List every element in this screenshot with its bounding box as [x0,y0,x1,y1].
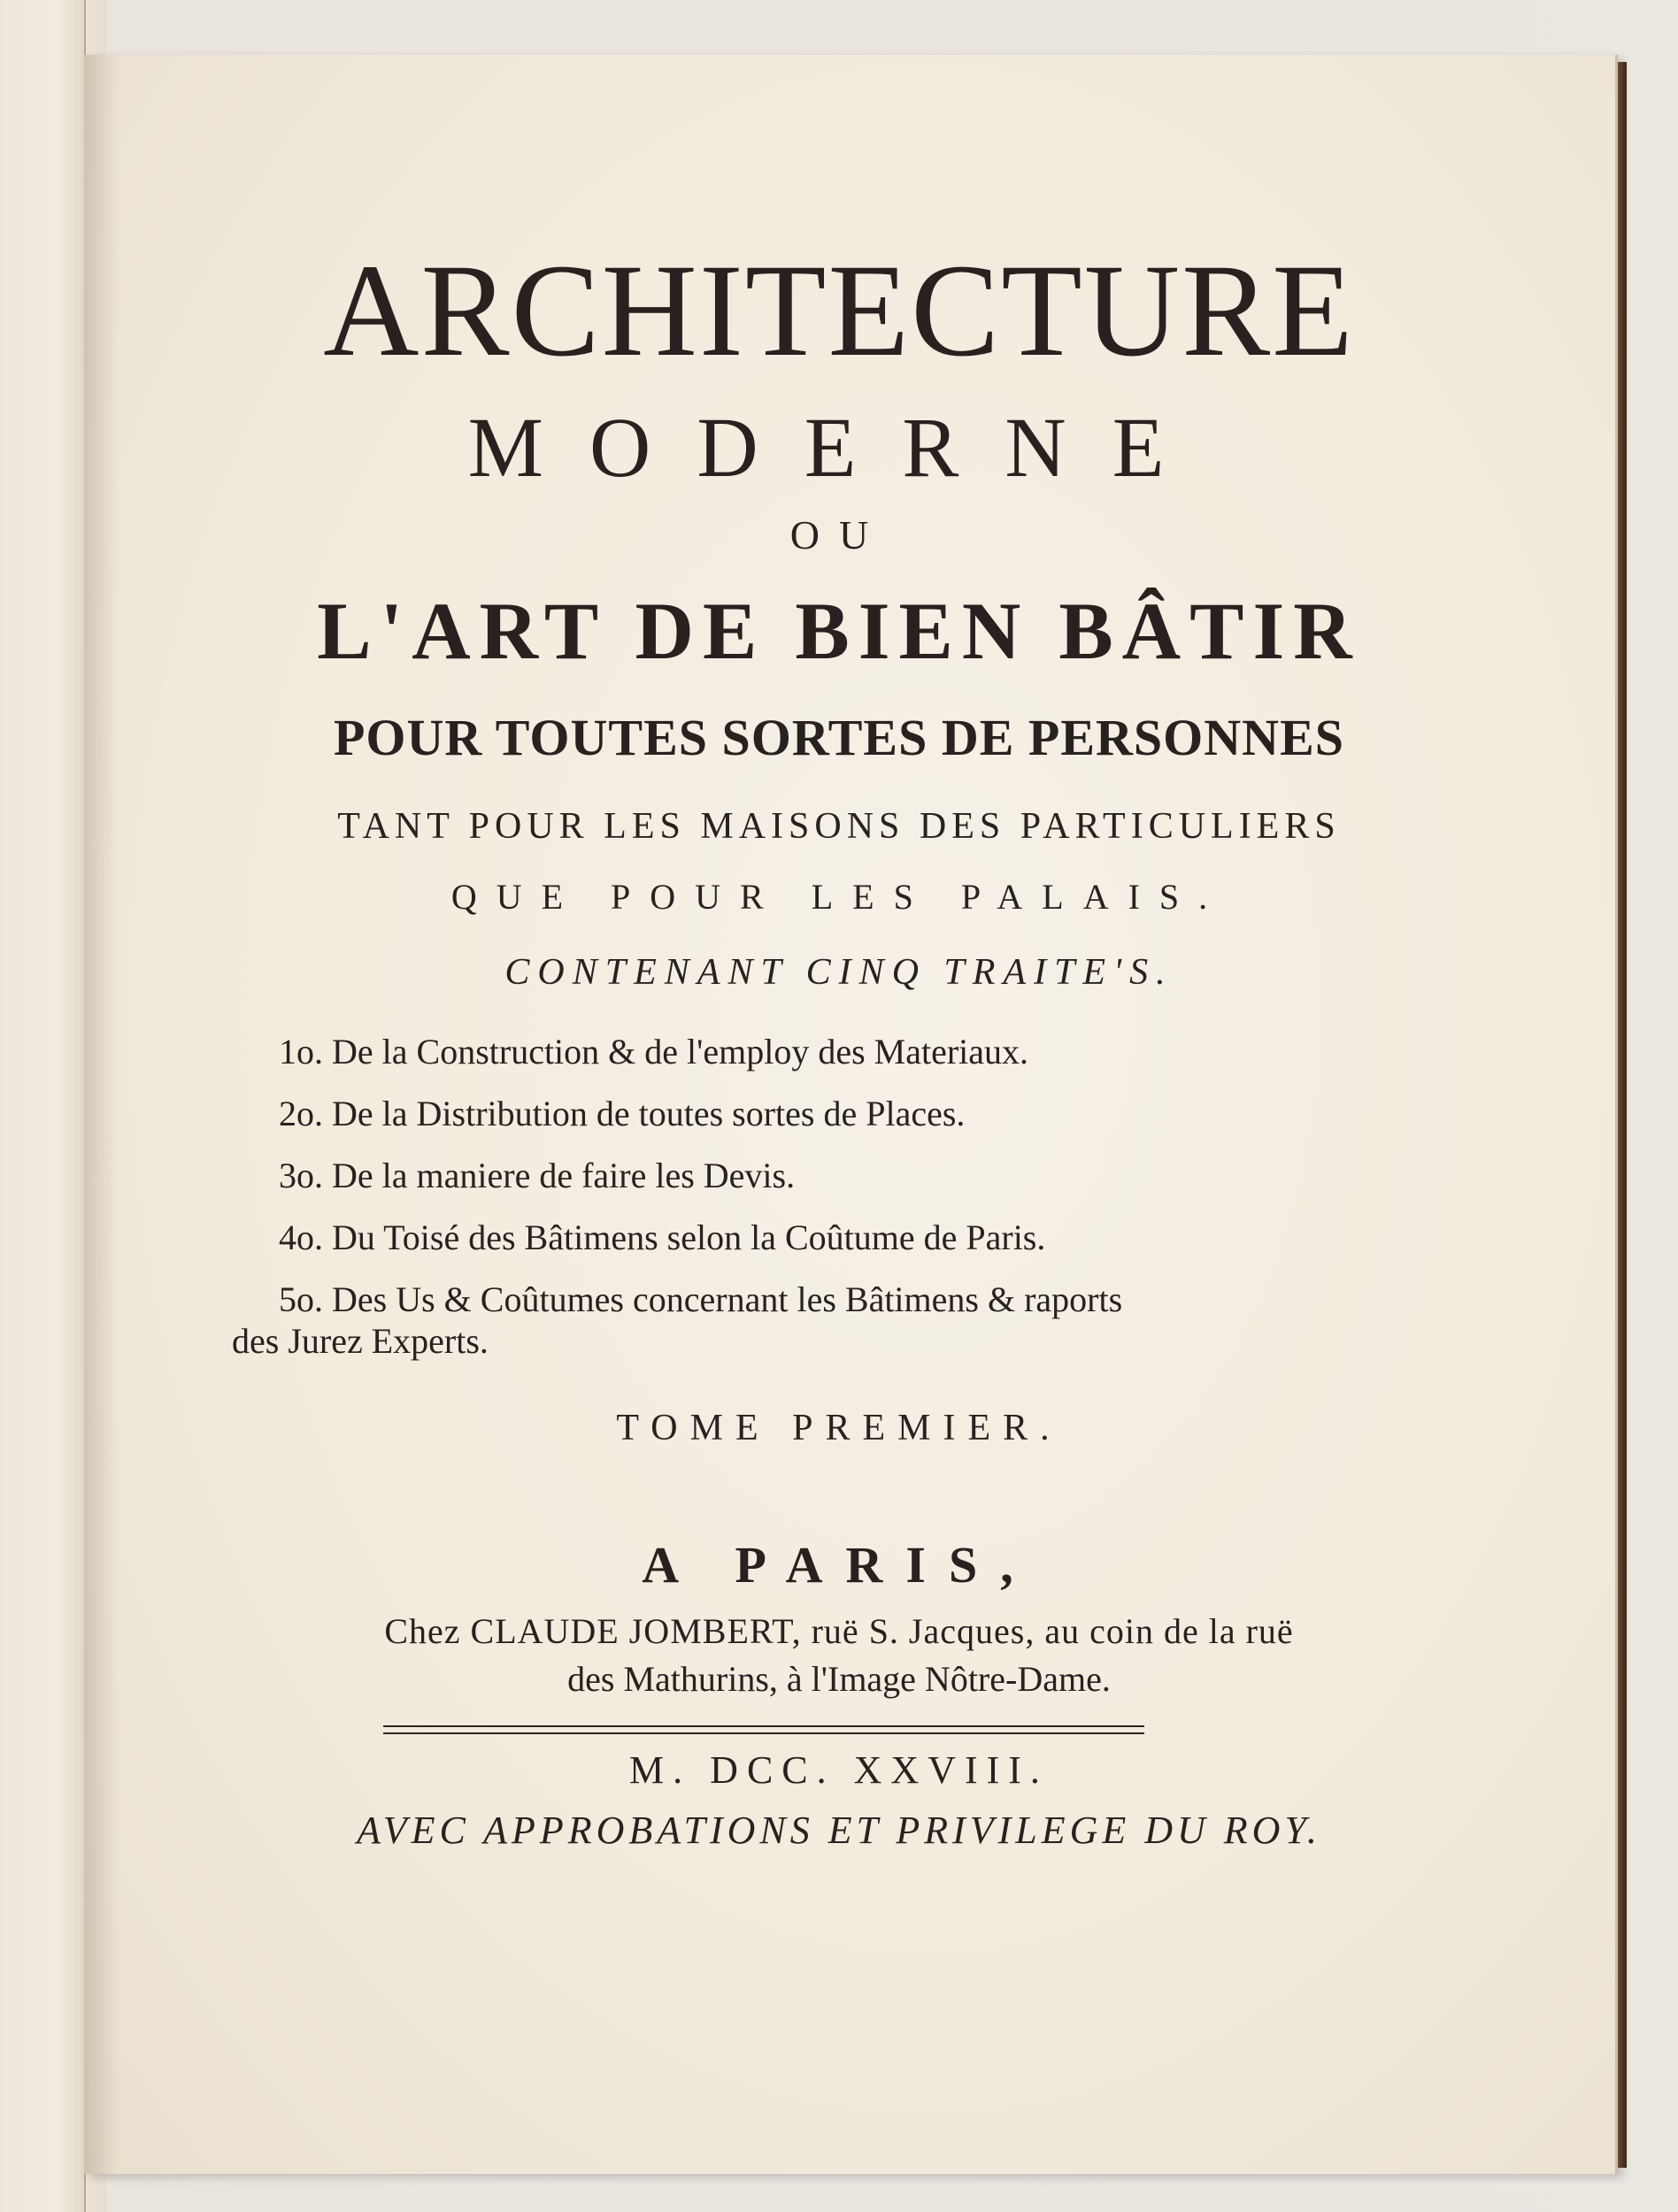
treatise-item-continuation: des Jurez Experts. [232,1321,489,1361]
treatise-item: 3o. De la maniere de faire les Devis. [279,1156,796,1195]
subtitle-4: CONTENANT CINQ TRAITE'S. [504,952,1174,993]
book-title-line-3: L'ART DE BIEN BÂTIR [317,586,1361,676]
publication-city: A PARIS, [642,1536,1036,1594]
subtitle-2: TANT POUR LES MAISONS DES PARTICULIERS [337,806,1341,847]
subtitle-3: QUE POUR LES PALAIS. [450,877,1228,917]
imprint-line-1: Chez CLAUDE JOMBERT, ruë S. Jacques, au coin de la ruë [384,1611,1294,1651]
double-rule-divider [383,1725,1144,1734]
treatise-item: 2o. De la Distribution de toutes sortes de Places. [279,1094,966,1133]
imprint-line-2: des Mathurins, à l'Image Nôtre-Dame. [567,1659,1111,1699]
treatise-item: 1o. De la Construction & de l'employ des Materiaux. [279,1032,1029,1071]
book-title: ARCHITECTURE [323,237,1355,384]
volume-label: TOME PREMIER. [616,1408,1062,1448]
privilege-statement: AVEC APPROBATIONS ET PRIVILEGE DU ROY. [357,1809,1321,1852]
book-title-line-2: MODERNE [467,400,1211,495]
treatise-item: 4o. Du Toisé des Bâtimens selon la Coûtume de Paris. [279,1217,1046,1257]
treatise-item: 5o. Des Us & Coûtumes concernant les Bâtimens & raports [279,1279,1123,1319]
subtitle-1: POUR TOUTES SORTES DE PERSONNES [333,709,1345,766]
book-title-ou: OU [789,512,889,557]
publication-date: M. DCC. XXVIII. [629,1748,1049,1792]
